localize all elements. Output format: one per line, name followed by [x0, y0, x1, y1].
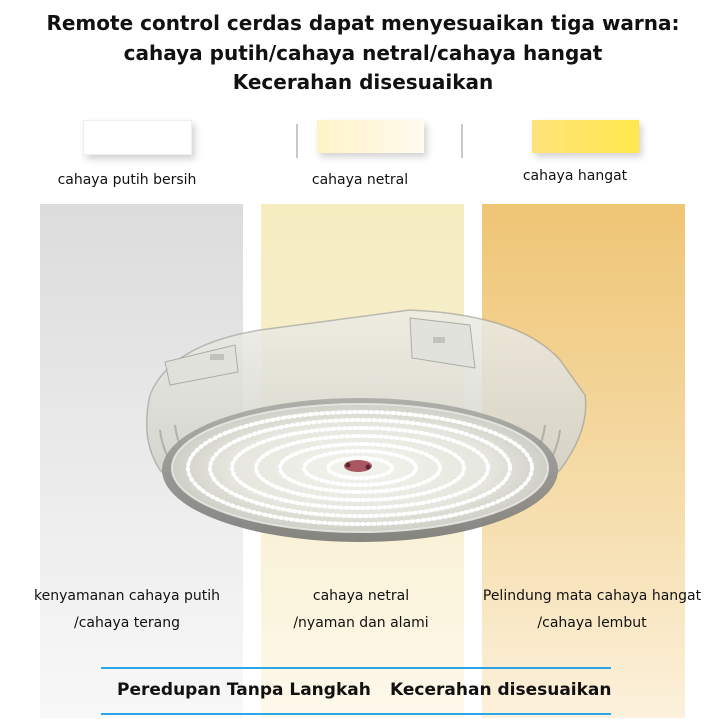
footer-line-top [101, 667, 611, 669]
swatch-label-white: cahaya putih bersih [57, 172, 197, 188]
footer-line-bottom [101, 713, 611, 715]
column-warm-caption-1: Pelindung mata cahaya hangat [482, 588, 702, 604]
column-white-caption-1: kenyamanan cahaya putih [33, 588, 220, 604]
swatch-label-neutral: cahaya netral [311, 172, 409, 188]
column-warm-caption-2: /cahaya lembut [537, 615, 647, 631]
headline-line-2: cahaya putih/cahaya netral/cahaya hangat [123, 41, 603, 65]
swatch-label-warm: cahaya hangat [522, 168, 628, 184]
footer-left-text: Peredupan Tanpa Langkah [117, 680, 371, 700]
headline-line-3: Kecerahan disesuaikan [232, 70, 494, 94]
column-neutral-caption-2: /nyaman dan alami [293, 615, 429, 631]
headline-line-1: Remote control cerdas dapat menyesuaikan tiga warna: [46, 11, 680, 35]
column-white-caption-2: /cahaya terang [74, 615, 180, 631]
column-neutral-caption-1: cahaya netral [312, 588, 410, 604]
footer-right-text: Kecerahan disesuaikan [390, 680, 612, 700]
